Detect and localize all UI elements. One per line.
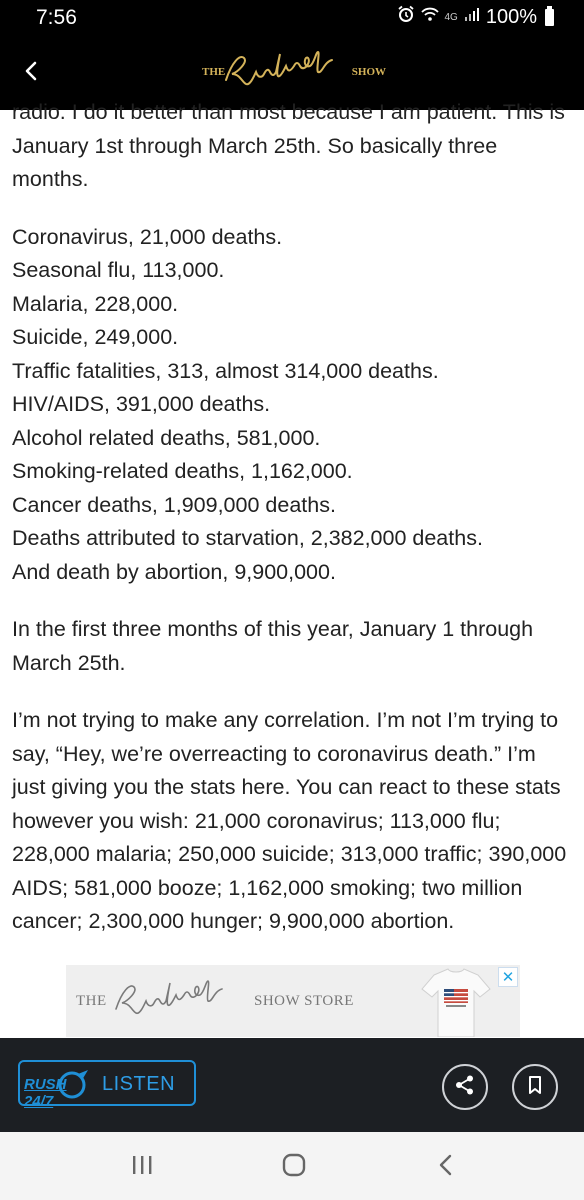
article-paragraph-closing: I’m not trying to make any correlation. I’m not I’m trying to say, “Hey, we’re overreacting to coronavirus death.” I’m just giving you the stats here. You can react to these stats however you wish: 21,000 coronavirus; 113,000 flu; 228,000 malaria; 250,000 suicide; 313,000 traffic; 390,000 AIDS; 581,000 booze; 1,162,000 smoking; two million cancer; 2,300,000 hunger; 9,900,000 abortion. [12, 708, 567, 933]
stat-item: Seasonal flu, 113,000. [12, 258, 225, 282]
status-icons [397, 5, 555, 29]
status-time: 7:56 [36, 6, 77, 29]
ad-signature-icon [112, 979, 252, 1023]
network-label: 4G [444, 11, 458, 23]
brand-label: RUSH 24/7 [24, 1076, 67, 1110]
ad-word-store: SHOW STORE [254, 993, 354, 1009]
share-icon [454, 1074, 476, 1101]
battery-percent: 100% [485, 5, 537, 28]
ad-banner[interactable] [66, 965, 520, 1037]
stat-item: Alcohol related deaths, 581,000. [12, 425, 321, 450]
ad-close-button[interactable] [498, 967, 518, 987]
stat-item: Suicide, 249,000. [12, 325, 179, 349]
system-nav-bar [0, 1132, 584, 1200]
stat-item: Smoking-related deaths, 1,162,000. [12, 459, 353, 483]
bookmark-icon [527, 1075, 543, 1100]
stat-item: Malaria, 228,000. [12, 291, 179, 316]
article-paragraph-lead: radio. I do it better than most because I am patient. This is January 1st through March 25th. So basically three months. [12, 100, 565, 191]
rush-24-7-logo [22, 1068, 92, 1110]
home-icon [281, 1152, 307, 1183]
back-icon [436, 1153, 456, 1182]
show-logo [200, 48, 390, 96]
stats-list [12, 221, 568, 590]
nav-home-button[interactable] [276, 1152, 312, 1182]
battery-icon [545, 9, 554, 26]
bookmark-button[interactable] [512, 1064, 558, 1110]
wifi-icon [421, 5, 439, 29]
stat-item: Coronavirus, 21,000 deaths. [12, 224, 283, 249]
nav-back-button[interactable] [428, 1152, 464, 1182]
article-body [12, 100, 568, 939]
player-bar [0, 1038, 584, 1132]
tshirt-image [406, 967, 506, 1037]
ad-store-logo [74, 979, 364, 1023]
logo-word-show: SHOW [351, 66, 386, 78]
logo-word-the: THE [202, 66, 226, 78]
stat-item: And death by abortion, 9,900,000. [12, 559, 336, 584]
alarm-icon [397, 5, 415, 29]
signal-icon [464, 6, 480, 28]
ad-word-the: THE [76, 993, 107, 1009]
share-button[interactable] [442, 1064, 488, 1110]
stat-item: Deaths attributed to starvation, 2,382,000 deaths. [12, 526, 483, 550]
stat-item: Cancer deaths, 1,909,000 deaths. [12, 492, 336, 517]
chevron-left-icon [20, 60, 42, 87]
signature-logo-icon [222, 50, 362, 94]
back-button[interactable] [14, 56, 48, 90]
listen-button[interactable] [18, 1060, 196, 1110]
close-icon: ✕ [501, 968, 515, 986]
article-paragraph-period: In the first three months of this year, January 1 through March 25th. [12, 617, 534, 675]
nav-recents-button[interactable] [124, 1152, 160, 1182]
stat-item: Traffic fatalities, 313, almost 314,000 deaths. [12, 358, 439, 383]
recents-icon [130, 1154, 154, 1181]
listen-label: LISTEN [102, 1073, 176, 1095]
status-bar [0, 0, 584, 36]
stat-item: HIV/AIDS, 391,000 deaths. [12, 392, 271, 416]
